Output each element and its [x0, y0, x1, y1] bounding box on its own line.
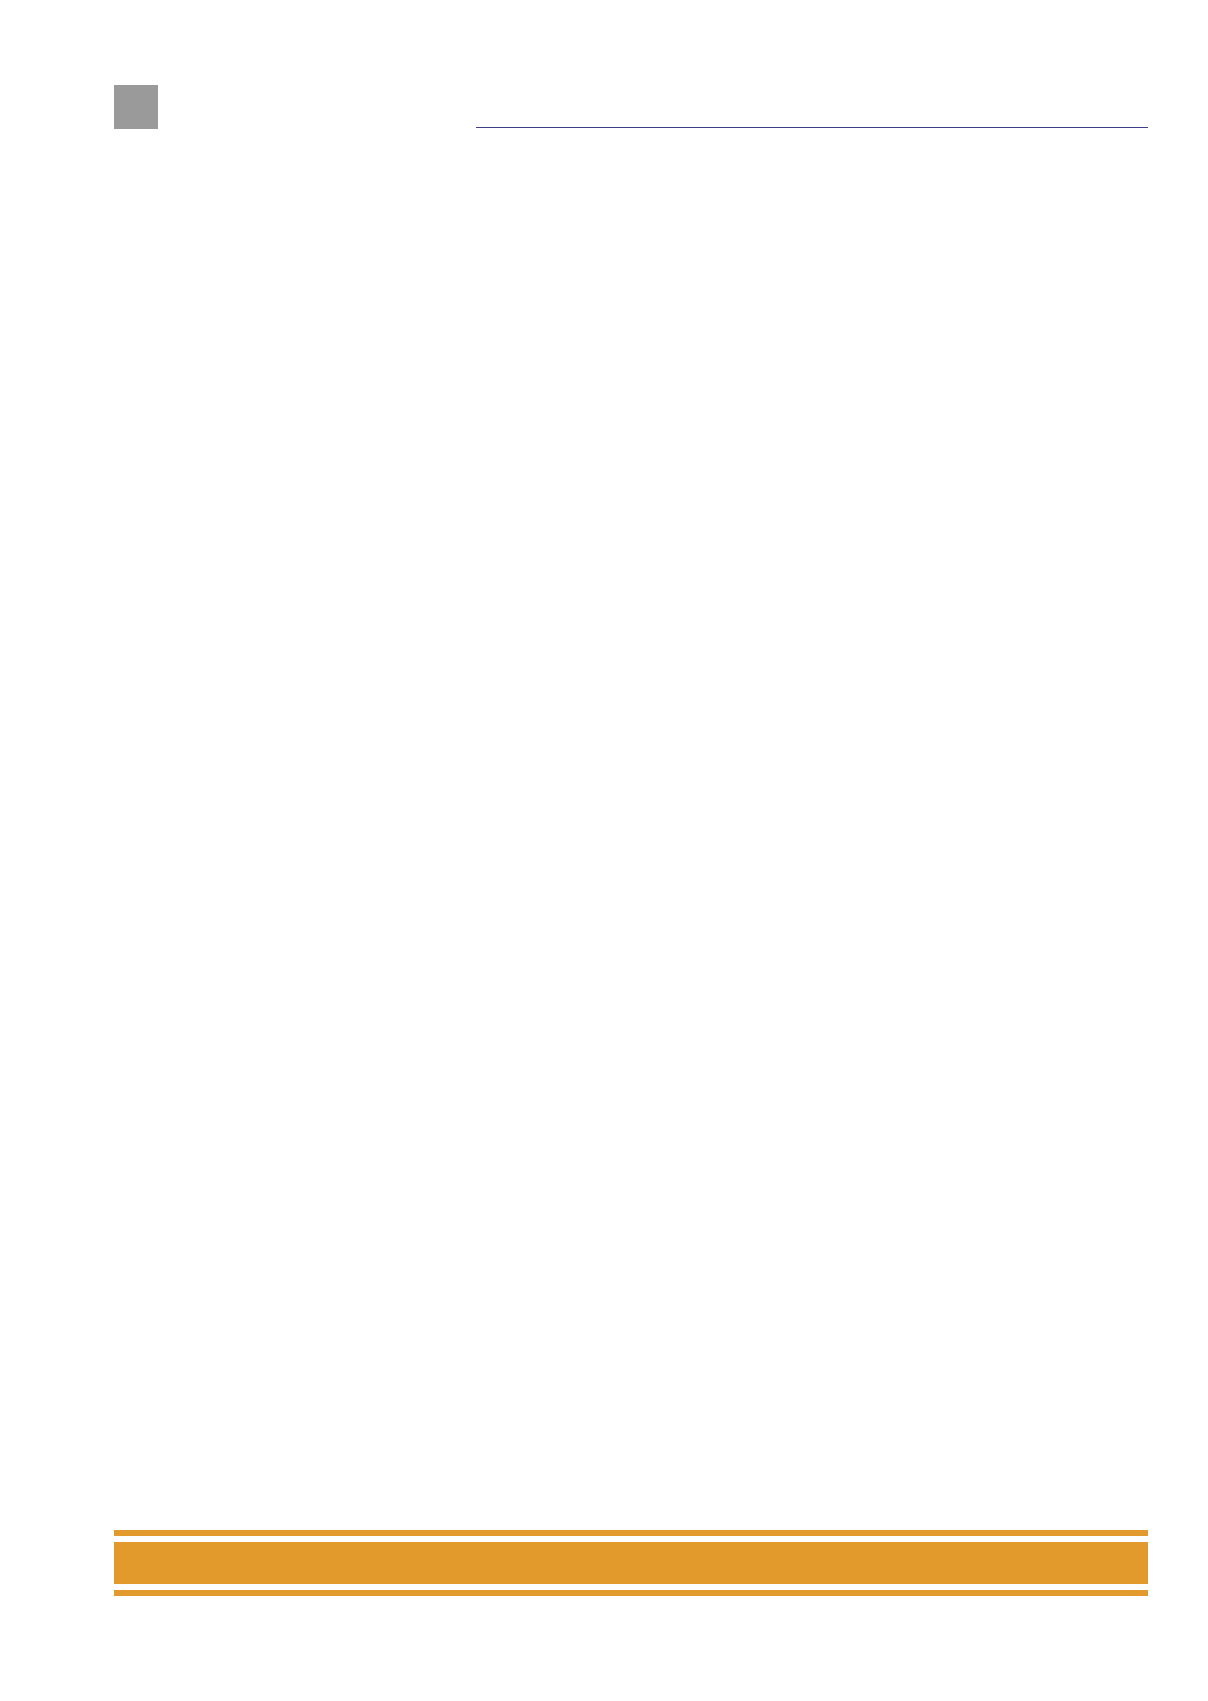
header-rule [476, 127, 1148, 128]
ornament-border [114, 1530, 1148, 1596]
page-header [114, 85, 1148, 129]
page-number [114, 85, 158, 129]
